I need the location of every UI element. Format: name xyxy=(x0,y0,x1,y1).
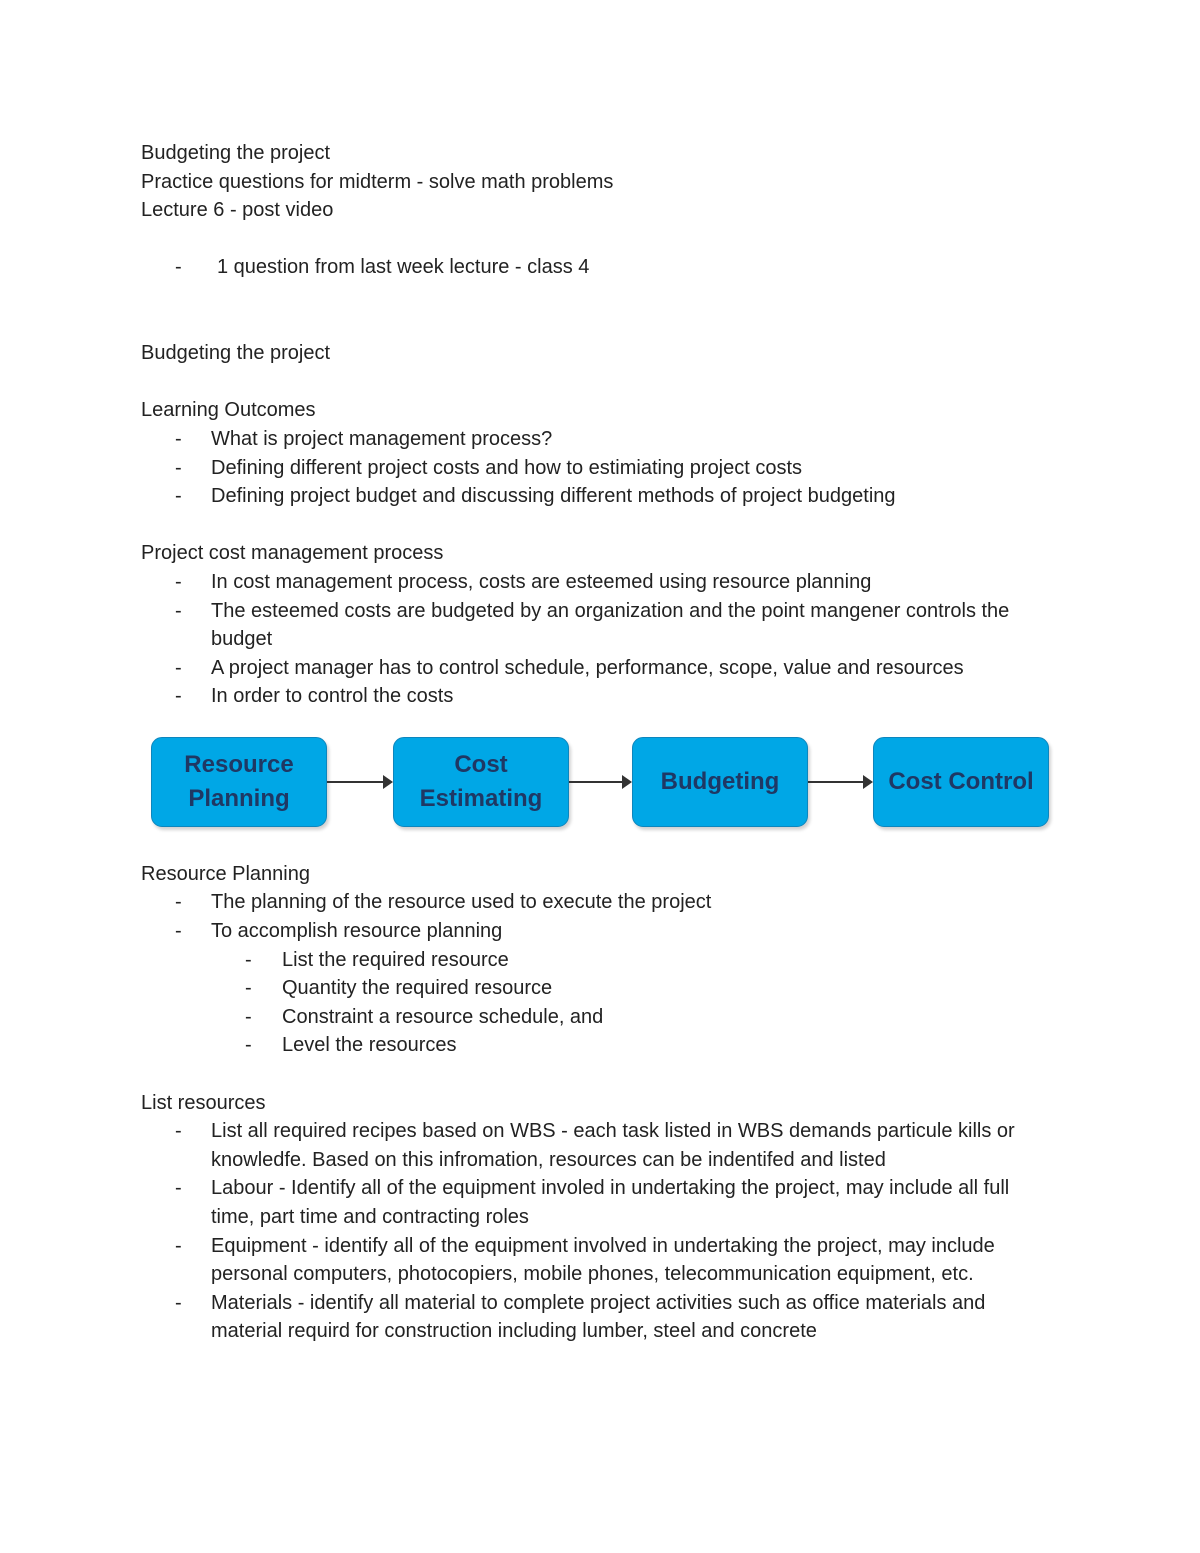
list-item: - A project manager has to control schedule, performance, scope, value and resources xyxy=(141,654,1081,683)
list-item: - Labour - Identify all of the equipment involed in undertaking the project, may include all full time, part time and contracting roles xyxy=(141,1174,1051,1231)
list-item: - Defining different project costs and how to estimiating project costs xyxy=(141,454,1081,483)
doc-title: Budgeting the project xyxy=(141,142,331,164)
cost-process-heading: Project cost management process xyxy=(141,542,444,565)
practice-line: Practice questions for midterm - solve math problems xyxy=(141,170,614,193)
learning-outcomes-heading: Learning Outcomes xyxy=(141,399,316,422)
flow-step-cost-control: Cost Control xyxy=(873,737,1049,827)
learning-outcomes-list xyxy=(141,425,1081,511)
list-item: - What is project management process? xyxy=(141,425,1081,454)
resource-planning-heading: Resource Planning xyxy=(141,862,310,885)
resource-planning-sublist xyxy=(141,946,1081,1060)
list-item: - In order to control the costs xyxy=(141,682,1081,711)
list-item: - Defining project budget and discussing different methods of project budgeting xyxy=(141,482,1081,511)
list-item: - Level the resources xyxy=(141,1031,1081,1060)
list-item: - To accomplish resource planning xyxy=(141,917,1081,946)
list-item: - Equipment - identify all of the equipment involved in undertaking the project, may include personal computers, photocopiers, mobile phones, telecommunication equipment, etc. xyxy=(141,1232,1001,1289)
list-item: - Quantity the required resource xyxy=(141,974,1081,1003)
cost-process-diagram xyxy=(0,722,1200,848)
list-resources-list xyxy=(141,1117,1081,1346)
list-item: - The planning of the resource used to execute the project xyxy=(141,888,1081,917)
section-title: Budgeting the project xyxy=(141,342,331,365)
list-item: - The esteemed costs are budgeted by an organization and the point mangener controls the budget xyxy=(141,597,1041,654)
list-item: - In cost management process, costs are esteemed using resource planning xyxy=(141,568,1081,597)
resource-planning-list xyxy=(141,888,1081,945)
document-page xyxy=(141,139,1081,1346)
arrow-right-icon xyxy=(569,781,630,783)
flow-step-resource-planning: Resource Planning xyxy=(151,737,327,827)
list-item: - 1 question from last week lecture - class 4 xyxy=(141,253,1081,282)
flow-step-cost-estimating: Cost Estimating xyxy=(393,737,569,827)
list-item: - Materials - identify all material to complete project activities such as office materials and material requird for construction including lumber, steel and concrete xyxy=(141,1289,1061,1346)
list-item: - Constraint a resource schedule, and xyxy=(141,1003,1081,1032)
cost-process-list xyxy=(141,568,1081,711)
lecture-line: Lecture 6 - post video xyxy=(141,199,334,222)
list-item: - List all required recipes based on WBS - each task listed in WBS demands particule kills or knowledfe. Based on this infromation, resources can be indentifed and listed xyxy=(141,1117,1061,1174)
arrow-right-icon xyxy=(327,781,391,783)
flow-step-budgeting: Budgeting xyxy=(632,737,808,827)
list-resources-heading: List resources xyxy=(141,1091,266,1114)
arrow-right-icon xyxy=(808,781,871,783)
list-item: - List the required resource xyxy=(141,946,1081,975)
header-bullets xyxy=(141,253,1081,282)
